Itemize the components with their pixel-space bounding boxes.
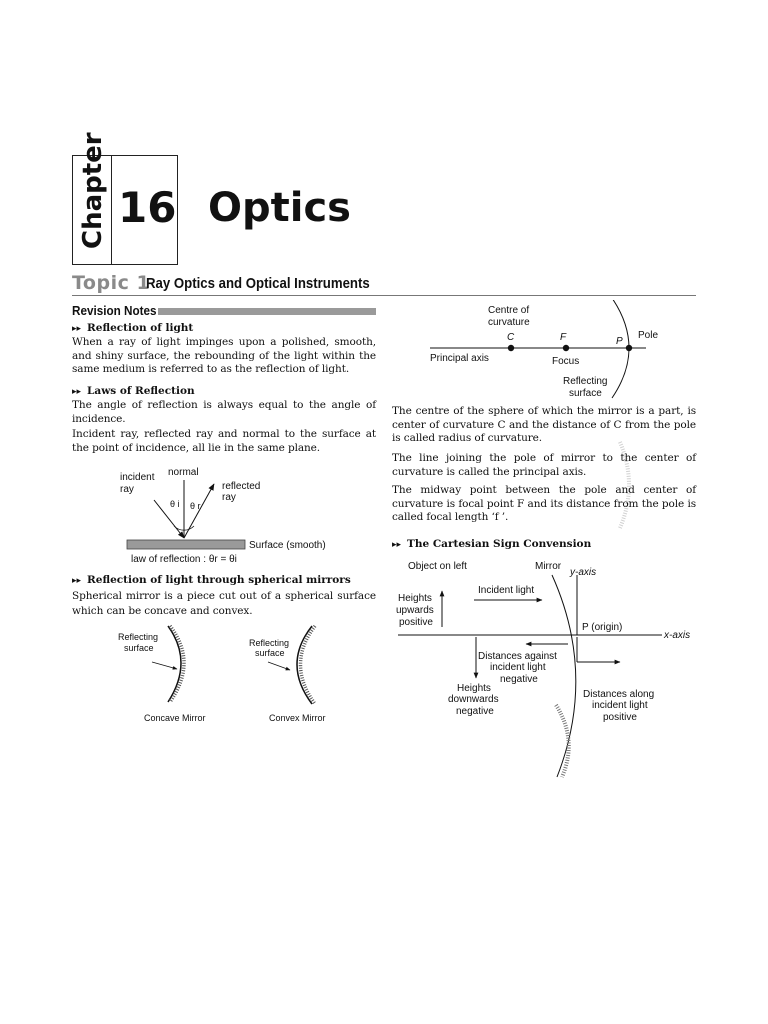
- label-normal: normal: [168, 467, 199, 478]
- label-incident-light: Incident light: [478, 585, 535, 596]
- label-heights-up-1: Heights: [398, 593, 432, 604]
- paragraph-principal-axis: The line joining the pole of mirror to the center of curvature is called the principal axis.: [392, 452, 696, 478]
- concave-hatching: [170, 626, 184, 702]
- label-ray: ray: [120, 484, 134, 495]
- label-reflected-ray: ray: [222, 492, 236, 503]
- mirror-hatching: [556, 705, 569, 777]
- label-distance-against-2: incident light: [490, 662, 546, 673]
- label-surface: Surface (smooth): [249, 540, 326, 551]
- double-chevron-icon: ▸▸: [72, 576, 82, 586]
- label-theta-r: θ r: [190, 501, 201, 511]
- paragraph-spherical: Spherical mirror is a piece cut out of a spherical surface which can be concave and convex.: [72, 590, 376, 617]
- label-x-axis: x-axis: [664, 630, 691, 641]
- concave-mirror: [168, 626, 181, 702]
- label-heights-down-1: Heights: [457, 683, 491, 694]
- convex-hatching: [301, 626, 316, 704]
- heading-text: Reflection of light: [87, 322, 194, 334]
- paragraph-centre-of-curvature: The centre of the sphere of which the mirror is a part, is center of curvature C and the distance of C from the pole is called radius of curvature.: [392, 405, 696, 445]
- mirror-terms-figure: [424, 300, 696, 400]
- label-incident: incident: [120, 472, 155, 483]
- heading-laws-of-reflection: [72, 384, 376, 399]
- label-centre: Centre of: [488, 305, 530, 316]
- chapter-number: 16: [118, 183, 177, 232]
- label-p: P: [616, 336, 623, 347]
- label-curvature: curvature: [488, 317, 530, 328]
- convex-label-1: Reflecting: [249, 638, 290, 648]
- topic-label: Topic 1: [72, 272, 151, 294]
- label-y-axis: y-axis: [570, 567, 597, 578]
- label-distance-against-3: negative: [500, 674, 538, 685]
- convex-caption: Convex Mirror: [269, 713, 326, 723]
- label-distance-along-3: positive: [603, 712, 637, 723]
- label-distance-against-1: Distances against: [478, 651, 557, 662]
- double-chevron-icon: ▸▸: [392, 540, 402, 550]
- label-law: law of reflection : θr = θi: [131, 554, 237, 565]
- heading-text: The Cartesian Sign Convension: [407, 538, 592, 550]
- label-focus: Focus: [552, 356, 580, 367]
- label-object-on-left: Object on left: [408, 561, 467, 572]
- point-c: [508, 345, 514, 351]
- smooth-surface: [127, 540, 245, 549]
- label-surface: surface: [569, 388, 602, 399]
- paragraph-reflection: When a ray of light impinges upon a polished, smooth, and shiny surface, the rebounding of the light within the same medium is referred to as the reflection of light.: [72, 336, 376, 376]
- convex-mirror: [297, 626, 312, 704]
- mirror-types-figure: [110, 622, 350, 728]
- heading-spherical-mirrors: [72, 573, 376, 588]
- heading-text: Laws of Reflection: [87, 385, 195, 397]
- reflection-law-figure: [110, 462, 350, 566]
- label-f: F: [560, 332, 567, 343]
- concave-label-2: surface: [124, 643, 154, 653]
- label-mirror: Mirror: [535, 561, 562, 572]
- convex-label-2: surface: [255, 648, 285, 658]
- concave-caption: Concave Mirror: [144, 713, 206, 723]
- point-p: [626, 345, 632, 351]
- label-theta-i: θ i: [170, 499, 180, 509]
- paragraph-law-1: The angle of reflection is always equal to the angle of incidence.: [72, 399, 376, 425]
- heading-text: Reflection of light through spherical mirrors: [87, 574, 351, 586]
- concave-pointer: [152, 662, 177, 669]
- label-heights-down-3: negative: [456, 706, 494, 717]
- topic-rule: [72, 295, 696, 296]
- label-heights-down-2: downwards: [448, 694, 499, 705]
- paragraph-focal-point: The midway point between the pole and center of curvature is focal point F and its distance from the pole is called focal length ‘f ’.: [392, 484, 696, 524]
- paragraph-law-2: Incident ray, reflected ray and normal to the surface at the point of incidence, all lie in the same plane.: [72, 428, 376, 454]
- label-heights-up-3: positive: [399, 617, 433, 628]
- revision-notes-bar: [158, 308, 376, 315]
- revision-notes-title: Revision Notes: [72, 303, 157, 318]
- label-c: C: [507, 332, 515, 343]
- chapter-title: Optics: [208, 185, 351, 231]
- sign-convention-figure: [392, 555, 696, 783]
- label-pole: Pole: [638, 330, 659, 341]
- heading-reflection-of-light: [72, 321, 376, 336]
- topic-title: Ray Optics and Optical Instruments: [146, 275, 370, 292]
- double-chevron-icon: ▸▸: [72, 324, 82, 334]
- chapter-label: Chapter: [78, 132, 108, 249]
- point-f: [563, 345, 569, 351]
- double-chevron-icon: ▸▸: [72, 387, 82, 397]
- concave-label-1: Reflecting: [118, 632, 159, 642]
- label-reflecting: Reflecting: [563, 376, 608, 387]
- label-reflected: reflected: [222, 481, 261, 492]
- label-distance-along-2: incident light: [592, 700, 648, 711]
- label-origin: P (origin): [582, 622, 623, 633]
- label-distance-along-1: Distances along: [583, 689, 655, 700]
- mirror-curve: [552, 575, 576, 777]
- convex-pointer: [268, 662, 290, 670]
- label-principal-axis: Principal axis: [430, 353, 489, 364]
- label-heights-up-2: upwards: [396, 605, 434, 616]
- heading-sign-convention: [392, 537, 696, 552]
